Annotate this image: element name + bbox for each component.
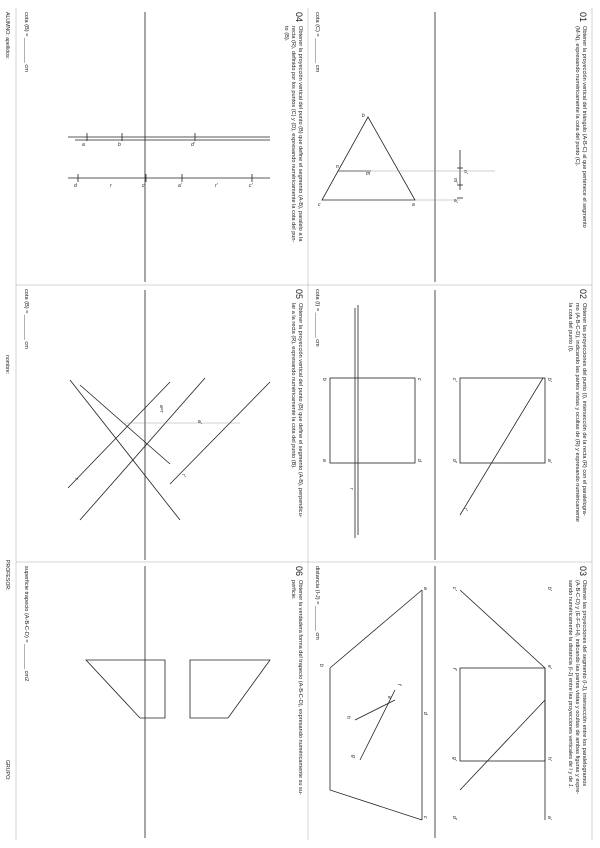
- exercise-01: [314, 12, 588, 282]
- q06-number: 06: [294, 566, 304, 577]
- q04-label-a1: a': [178, 183, 182, 189]
- q04-label-c: c: [142, 183, 145, 189]
- q02-label-d1: d': [451, 459, 457, 463]
- q02-label-b1: b': [546, 378, 552, 382]
- q03-label-e: e: [386, 696, 392, 699]
- q01-label-m: m: [366, 171, 371, 177]
- q03-number: 03: [578, 566, 588, 577]
- q03-efgh-horizontal: [360, 690, 395, 760]
- exercise-03: [314, 566, 588, 838]
- q03-label-h1: h': [546, 757, 552, 761]
- panel-grid: [16, 8, 592, 840]
- q03-label-g: g: [350, 755, 356, 758]
- q04-text-3: to (B).: [283, 26, 289, 42]
- q02-label-c: c: [416, 378, 422, 381]
- q03-text-1: Obtener las proyecciones del segmento (I-J), intersección entre los paralelogramos: [581, 580, 587, 787]
- q01-label-a: a: [412, 202, 415, 208]
- q01-text-2: (M-N), expresando numéricamente la cota del punto (C).: [574, 26, 580, 167]
- q05-label-r1: r': [180, 474, 186, 477]
- q04-number: 04: [294, 12, 304, 23]
- q06-text-2: perficie.: [290, 580, 296, 600]
- q03-diagonal-vertical: [460, 700, 545, 790]
- q03-label-c: c: [422, 816, 428, 819]
- exercise-04: [23, 12, 304, 282]
- q03-label-d1: d': [451, 816, 457, 820]
- q01-label-a1: a': [452, 199, 458, 203]
- q04-text-2: recta (R), definido por los puntos (C) y (D), expresando numéricamente la cota del pun-: [290, 26, 296, 243]
- q01-answer: cota (C) = ________ cm: [314, 12, 320, 73]
- footer-grupo: GRUPO:: [4, 760, 10, 781]
- q03-label-c1: c': [451, 587, 457, 591]
- q04-label-b: b: [118, 142, 121, 148]
- q04-label-r: r: [110, 183, 112, 189]
- footer: [4, 12, 10, 780]
- q05-label-r: r: [73, 478, 79, 480]
- q03-label-f1: f': [451, 668, 457, 671]
- q02-label-r1: r': [462, 508, 468, 511]
- q03-text-2: (A-B-C-D) y (E-F-G-H), indicando las partes vistas y ocultas de ambas figuras y expre-: [574, 580, 580, 795]
- q01-text-1: Obtener la proyección vertical del triángulo (A-B-C) al que pertenece el segmento: [581, 26, 587, 228]
- q05-label-a1: a': [196, 420, 202, 424]
- q02-label-c1: c': [451, 378, 457, 382]
- q03-label-b: b: [318, 664, 324, 667]
- q03-label-e1: e': [546, 665, 552, 669]
- q03-label-d: d: [422, 712, 428, 715]
- footer-alumno: ALUMNO: apellidos:: [4, 12, 10, 59]
- q03-edge-horizontal-2: [330, 668, 422, 820]
- q03-label-b1: b': [546, 587, 552, 591]
- q05-text-1: Obtener la proyección vertical del punto (B) que define el segmento (A-B), perpendicu-: [297, 303, 303, 518]
- q02-text-2: mo (A-B-C-D), indicando las partes vistas y ocultas de (R) y expresando numéricamente: [574, 303, 580, 522]
- q03-label-a1: a': [546, 816, 552, 820]
- q02-parallelogram-vertical: [460, 378, 545, 463]
- q05-line-r-horizontal: [70, 380, 180, 520]
- q04-label-d: d: [74, 183, 77, 189]
- exercise-06: [23, 566, 304, 838]
- q03-label-h: h: [345, 716, 351, 719]
- q01-label-n: n: [336, 164, 339, 170]
- q02-label-d: d: [416, 459, 422, 462]
- q03-efgh-vertical: [460, 668, 545, 761]
- q02-parallelogram-horizontal: [330, 378, 415, 463]
- q03-text-3: sando numéricamente la distancia (I-J) entre las proyecciones verticales de I y de J.: [567, 580, 573, 788]
- exercise-02: [314, 289, 588, 560]
- q02-label-a1: a': [546, 459, 552, 463]
- q05-number: 05: [294, 289, 304, 300]
- q03-ij-horizontal: [355, 700, 395, 720]
- q05-label-ar: a=r: [158, 405, 164, 413]
- q02-label-a: a: [321, 459, 327, 462]
- q03-edge-horizontal-1: [330, 590, 422, 668]
- q04-text-1: Obtener la proyección vertical del punto (B) que define el segmento (A-B), paralelo a la: [297, 26, 303, 242]
- q01-label-m1: m': [452, 178, 458, 184]
- q02-text-1: Obtener las proyecciones del punto (I), intersección de la recta (R) con el paralelogra-: [581, 303, 587, 516]
- q02-text-3: la cota del punto (I).: [567, 303, 573, 353]
- q04-label-d1: d': [191, 142, 195, 148]
- q03-label-a: a: [422, 587, 428, 590]
- q05-text-2: lar a la recta (R), expresando numéricamente la cota del punto (B).: [290, 303, 296, 469]
- q03-answer: distancia (I-J) = ________ cm: [314, 566, 320, 640]
- footer-nombre: nombre:: [4, 355, 10, 375]
- q02-label-b: b: [321, 378, 327, 381]
- q06-answer: superficie trapecio (A-B-C-D) = ________ cm2: [23, 566, 29, 682]
- q04-label-r1: r': [215, 183, 218, 189]
- q04-answer: cota (B) = ________ cm: [23, 12, 29, 72]
- q01-label-n1: n': [462, 170, 468, 174]
- q04-label-c1: c': [249, 183, 253, 189]
- q01-label-c: c: [318, 202, 321, 208]
- q03-upper-left: [460, 590, 545, 820]
- q02-label-r: r: [348, 488, 354, 490]
- q01-number: 01: [578, 12, 588, 23]
- q01-label-b: b: [362, 113, 365, 119]
- q04-label-a: a: [82, 142, 85, 148]
- q06-text-1: Obtener la verdadera forma del trapecio (A-B-C-D), expresando numéricamente su su-: [297, 580, 303, 795]
- q02-line-r1: [460, 378, 543, 515]
- footer-profesor: PROFESOR:: [4, 560, 10, 591]
- q05-answer: cota (B) = ________ cm: [23, 289, 29, 349]
- q03-label-f: f: [396, 684, 402, 686]
- q03-label-g1: g': [451, 757, 457, 761]
- q02-answer: cota (I) = ________ cm: [314, 289, 320, 347]
- q02-number: 02: [578, 289, 588, 300]
- exercise-05: [23, 289, 304, 560]
- q05-line-r-vertical: [80, 378, 205, 520]
